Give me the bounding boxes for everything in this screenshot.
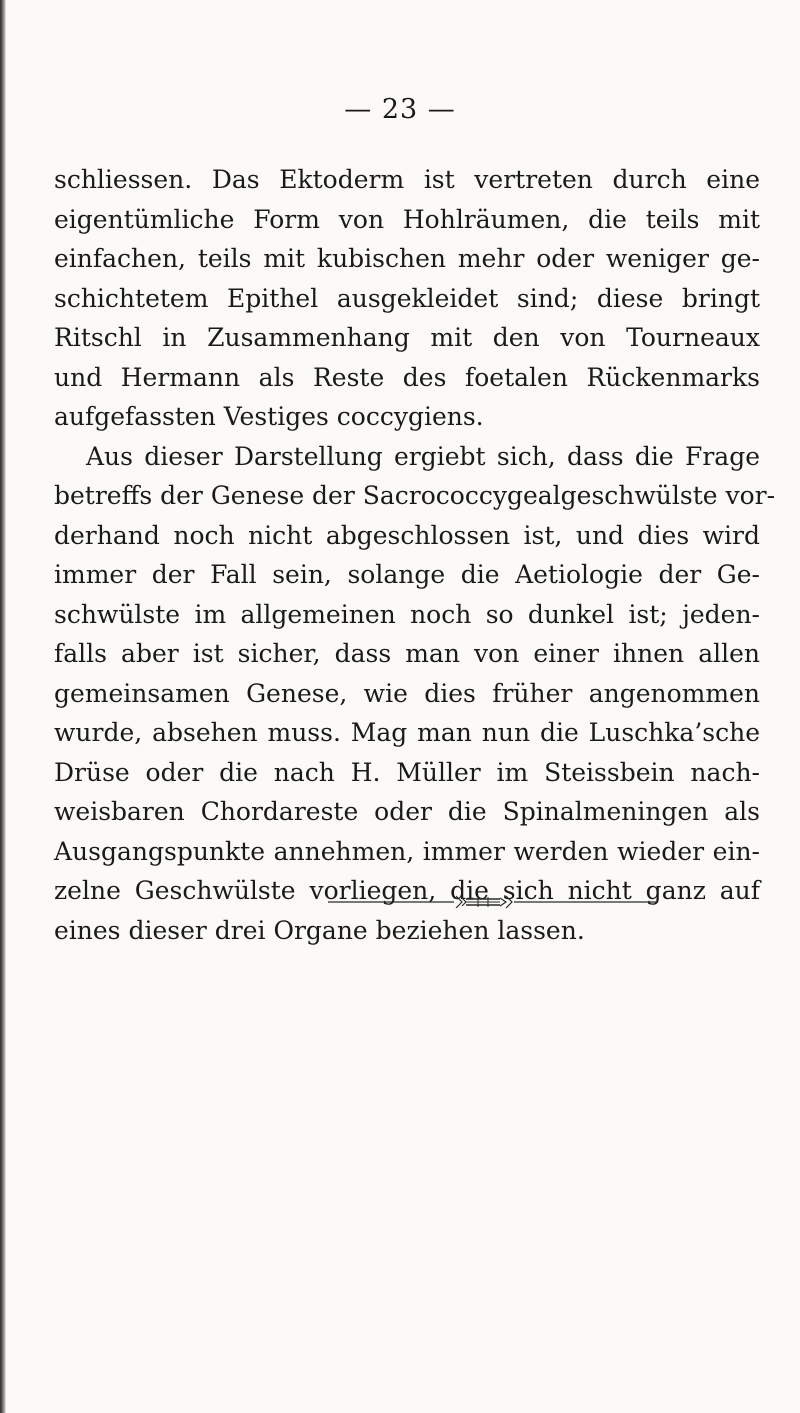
text-line-20: eines dieser drei Organe beziehen lassen. (54, 915, 585, 945)
text-line-6: und Hermann als Reste des foetalen Rückenmarks (54, 362, 760, 392)
text-line-9: betreffs der Genese der Sacrococcygealgeschwülste vor- (54, 481, 776, 510)
text-line-5: Ritschl in Zusammenhang mit den von Tourneaux (54, 323, 760, 352)
text-line-4: schichtetem Epithel ausgekleidet sind; diese bringt (54, 283, 760, 313)
page-binding-edge (0, 0, 6, 1413)
text-line-13: falls aber ist sicher, dass man von einer ihnen allen (54, 639, 760, 668)
text-line-19: zelne Geschwülste vorliegen, die sich nicht ganz auf (54, 876, 760, 905)
page-number: — 23 — (344, 94, 456, 125)
body-text (54, 160, 776, 950)
text-line-17: weisbaren Chordareste oder die Spinalmeningen als (54, 797, 760, 826)
text-line-11: immer der Fall sein, solange die Aetiologie der Ge- (54, 560, 760, 589)
text-line-2: eigentümliche Form von Hohlräumen, die teils mit (54, 204, 760, 234)
end-of-section-ornament-icon (328, 892, 658, 912)
text-line-7: aufgefassten Vestiges coccygiens. (54, 402, 484, 431)
text-line-8: Aus dieser Darstellung ergiebt sich, dass die Frage (86, 441, 760, 471)
text-line-14: gemeinsamen Genese, wie dies früher angenommen (54, 678, 760, 708)
text-line-10: derhand noch nicht abgeschlossen ist, und dies wird (54, 520, 760, 550)
text-line-3: einfachen, teils mit kubischen mehr oder weniger ge- (54, 244, 760, 273)
text-line-18: Ausgangspunkte annehmen, immer werden wieder ein- (54, 836, 760, 866)
text-line-1: schliessen. Das Ektoderm ist vertreten durch eine (54, 165, 760, 194)
text-line-16: Drüse oder die nach H. Müller im Steissbein nach- (54, 757, 760, 787)
ornament-drawing (328, 892, 658, 912)
text-line-15: wurde, absehen muss. Mag man nun die Luschka’sche (54, 718, 760, 747)
text-line-12: schwülste im allgemeinen noch so dunkel ist; jeden- (54, 599, 760, 629)
